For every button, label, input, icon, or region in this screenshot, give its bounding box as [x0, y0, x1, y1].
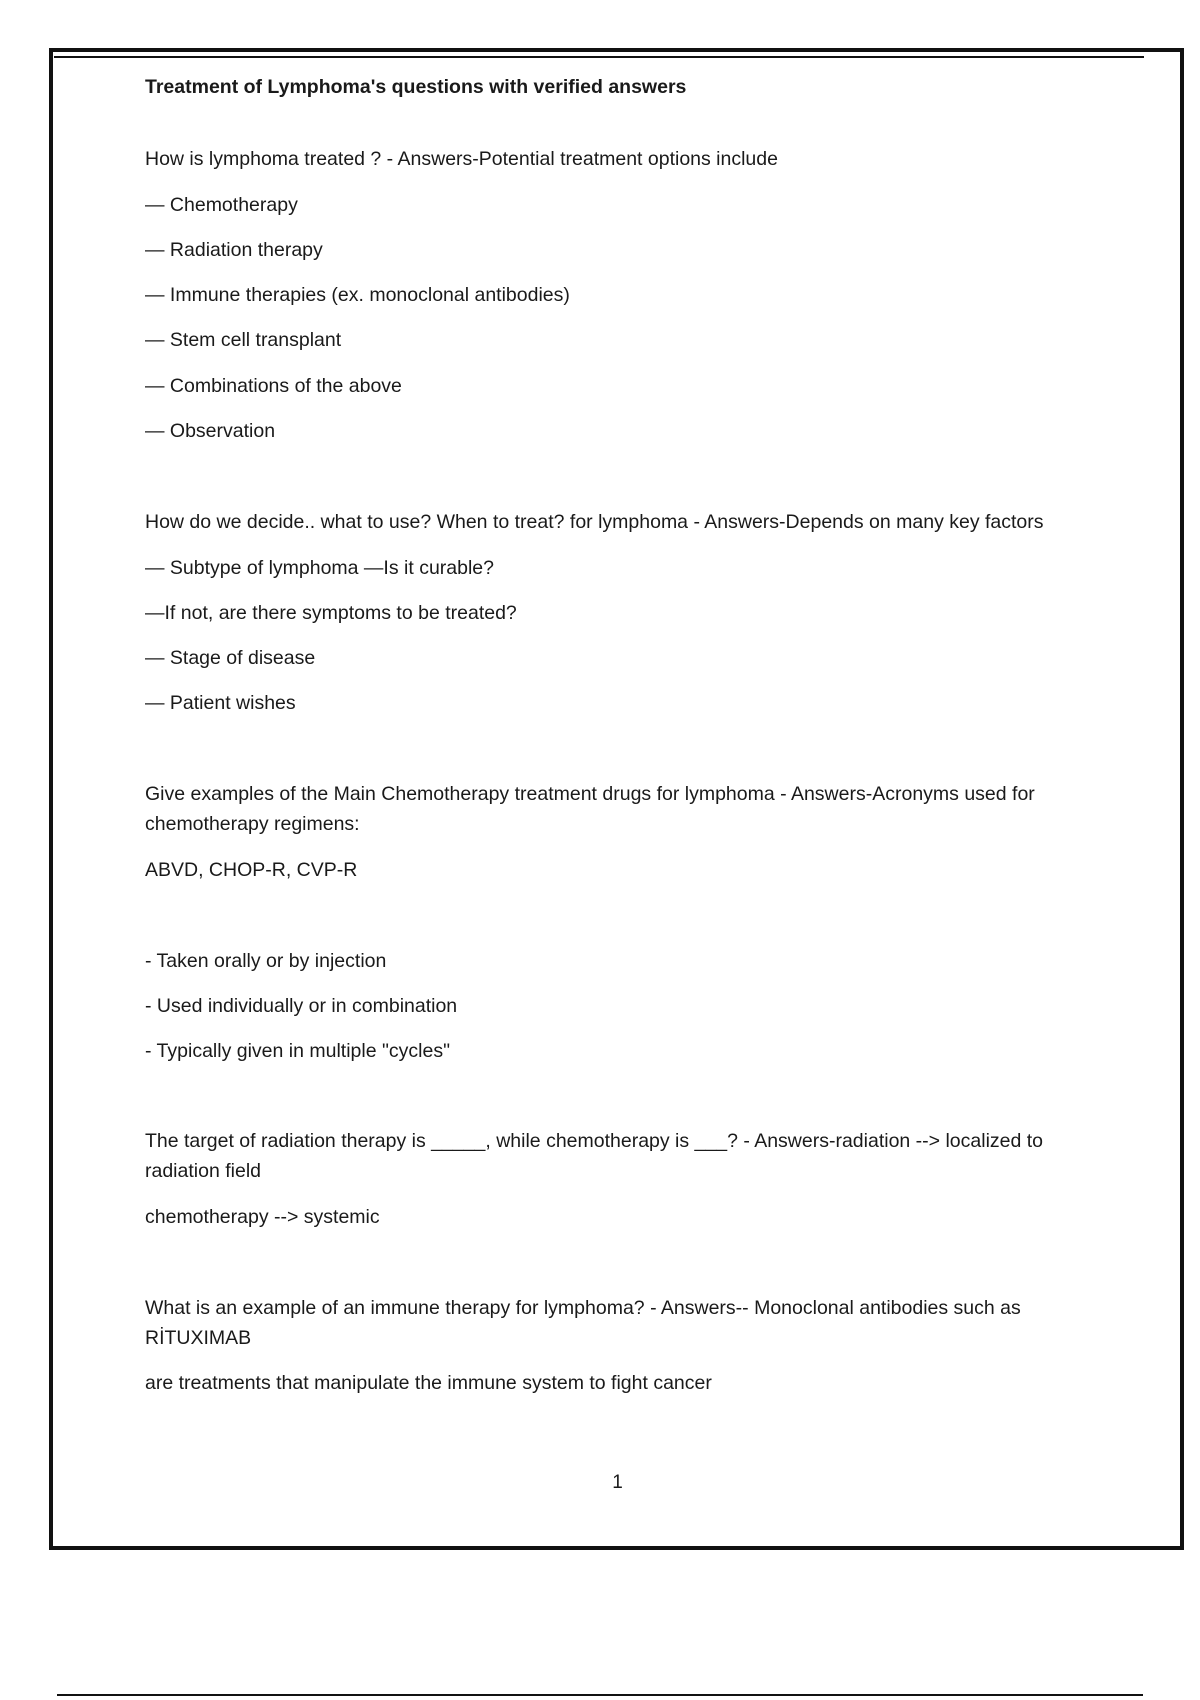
qa-answer-line: — Chemotherapy [145, 194, 298, 216]
qa-answer-line: are treatments that manipulate the immune system to fight cancer [145, 1372, 712, 1394]
document-body [145, 72, 1085, 1394]
qa-answer-line: — Combinations of the above [145, 375, 402, 397]
top-rule [54, 56, 1144, 58]
qa-question: Give examples of the Main Chemotherapy treatment drugs for lymphoma - Answers-Acronyms used for chemotherapy regimens: [145, 783, 1035, 835]
qa-answer-line: - Used individually or in combination [145, 995, 458, 1017]
qa-question: What is an example of an immune therapy for lymphoma? - Answers-- Monoclonal antibodies such as RİTUXIMAB [145, 1297, 1021, 1349]
qa-answer-line: — Patient wishes [145, 692, 296, 714]
qa-answer-line: — Subtype of lymphoma —Is it curable? [145, 557, 494, 579]
qa-answer-line: - Typically given in multiple "cycles" [145, 1040, 451, 1062]
page-number: 1 [612, 1472, 623, 1493]
qa-answer-line: —If not, are there symptoms to be treated? [145, 602, 517, 624]
qa-answer-line: - Taken orally or by injection [145, 950, 387, 972]
qa-answer-line: ABVD, CHOP-R, CVP-R [145, 859, 358, 881]
document-title: Treatment of Lymphoma's questions with verified answers [145, 76, 687, 98]
qa-answer-line: — Stage of disease [145, 647, 316, 669]
qa-answer-line: chemotherapy --> systemic [145, 1206, 380, 1228]
qa-answer-line: — Radiation therapy [145, 239, 323, 261]
qa-answer-line: — Immune therapies (ex. monoclonal antibodies) [145, 284, 570, 306]
qa-answer-line: — Observation [145, 420, 276, 442]
bottom-rule [57, 1694, 1143, 1696]
qa-question: How do we decide.. what to use? When to treat? for lymphoma - Answers-Depends on many key factors [145, 511, 1044, 533]
qa-question: The target of radiation therapy is _____, while chemotherapy is ___? - Answers-radiation --> localized to radiation field [145, 1130, 1044, 1182]
qa-question: How is lymphoma treated ? - Answers-Potential treatment options include [145, 148, 778, 170]
qa-answer-line: — Stem cell transplant [145, 329, 342, 351]
